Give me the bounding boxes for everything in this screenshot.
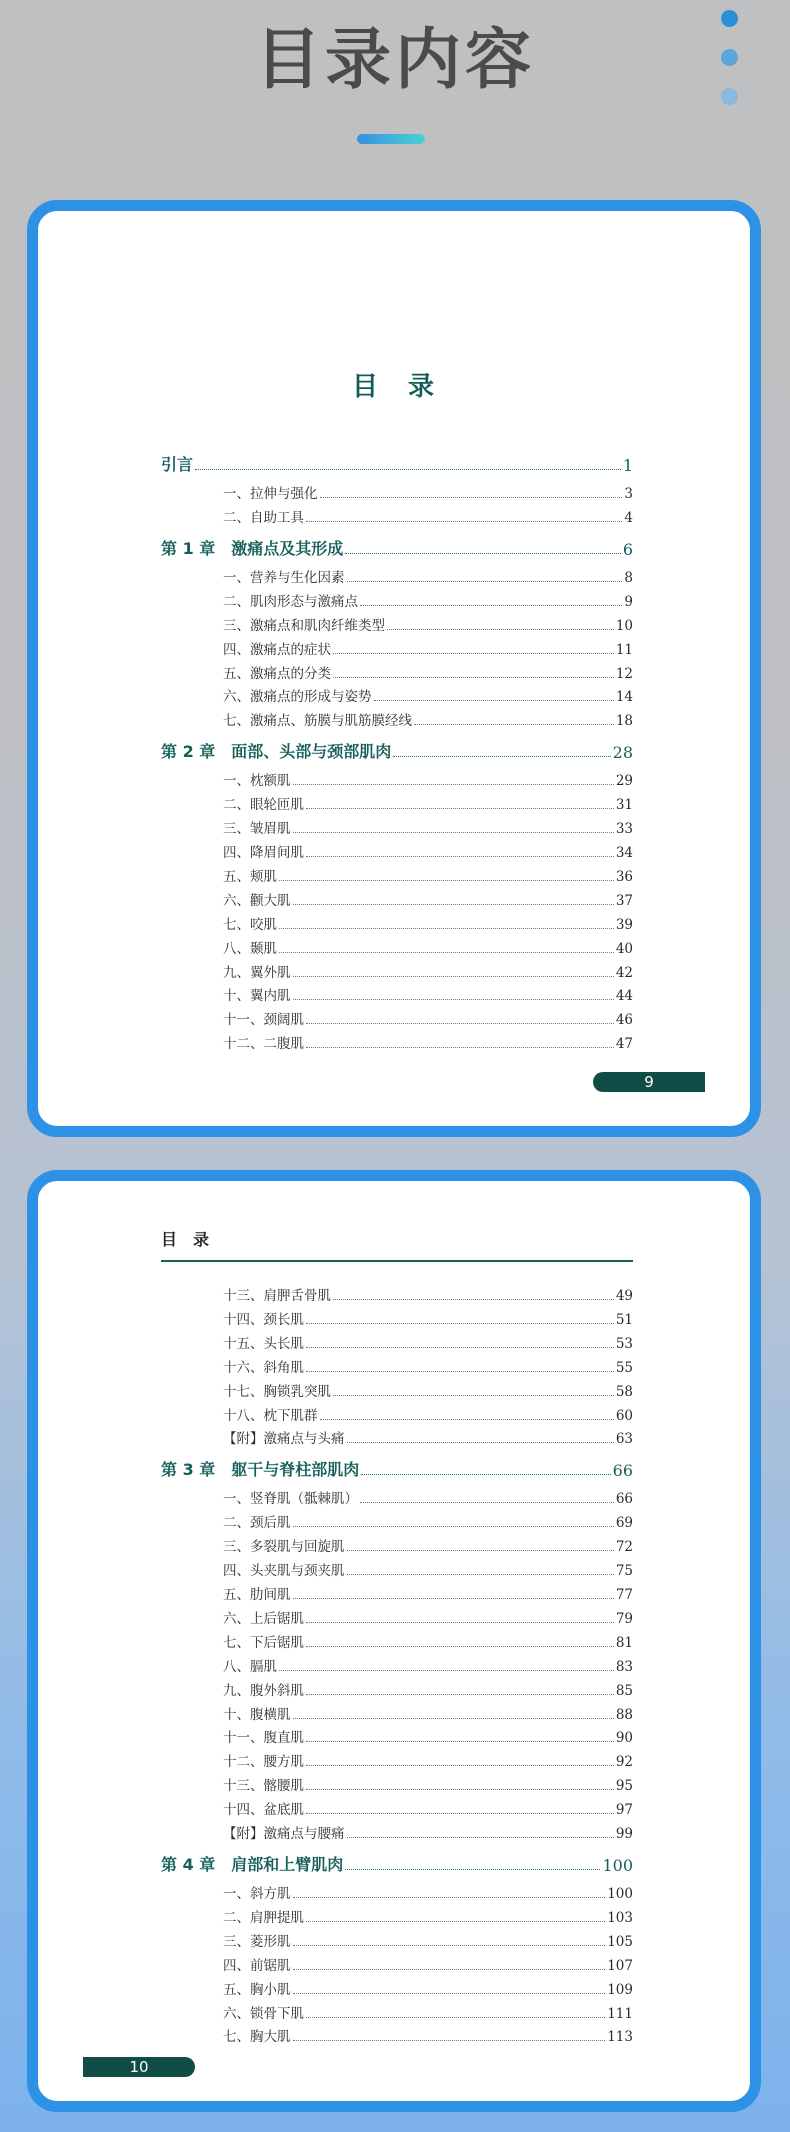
toc-entry-page: 83	[615, 1658, 633, 1675]
toc-entry-page: 79	[615, 1610, 633, 1627]
toc-entry-label: 二、眼轮匝肌	[223, 797, 304, 814]
toc-entry-page: 11	[615, 641, 633, 658]
toc-entry-label: 十、翼内肌	[223, 988, 291, 1005]
toc-entry-page: 99	[615, 1826, 633, 1842]
toc-entry-label: 十、腹横肌	[223, 1706, 291, 1723]
toc-dot-leader	[333, 1299, 614, 1300]
toc-entry-label: 二、自助工具	[223, 509, 304, 526]
toc-dot-leader	[306, 1023, 614, 1024]
toc-entry-label: 十一、腹直肌	[223, 1730, 304, 1747]
toc-entry-page: 103	[607, 1909, 633, 1926]
toc-dot-leader	[306, 856, 614, 857]
toc-section-entry	[223, 1333, 633, 1352]
toc-section-entry	[223, 1907, 633, 1926]
toc-section-entry	[223, 842, 633, 861]
toc-entry-label: 五、胸小肌	[223, 1981, 291, 1998]
toc-section-entry	[223, 1775, 633, 1794]
page-number-badge: 9	[593, 1072, 705, 1092]
toc-section-entry	[223, 483, 633, 502]
toc-dot-leader	[293, 904, 614, 905]
toc-section-entry	[223, 567, 633, 586]
toc-dot-leader	[293, 1598, 614, 1599]
toc-section-entry	[223, 794, 633, 813]
toc-dot-leader	[306, 1047, 614, 1048]
toc-entry-label: 五、激痛点的分类	[223, 665, 331, 682]
toc-dot-leader	[306, 808, 614, 809]
toc-dot-leader	[306, 1371, 614, 1372]
toc-chapter-entry	[161, 539, 633, 559]
toc-entry-page: 47	[615, 1036, 633, 1053]
toc-entry-page: 92	[615, 1754, 633, 1771]
toc-entry-label: 十三、髂腰肌	[223, 1778, 304, 1795]
toc-section-entry	[223, 591, 633, 610]
toc-entry-label: 二、肌肉形态与激痛点	[223, 593, 358, 610]
toc-dot-leader	[347, 1550, 614, 1551]
toc-section-entry	[223, 1536, 633, 1555]
toc-section-entry	[223, 2003, 633, 2022]
decor-dot-1	[721, 10, 738, 27]
toc-title: 目 录	[351, 372, 436, 402]
toc-entry-label: 六、锁骨下肌	[223, 2005, 304, 2022]
toc-dot-leader	[360, 605, 622, 606]
toc-section-entry	[223, 818, 633, 837]
toc-section-entry	[223, 1979, 633, 1998]
toc-section-entry	[223, 1632, 633, 1651]
toc-dot-leader	[279, 928, 614, 929]
toc-dot-leader	[306, 1765, 614, 1766]
page-number-badge: 10	[83, 2057, 195, 2077]
toc-entry-label: 九、腹外斜肌	[223, 1682, 304, 1699]
toc-entry-label: 八、颞肌	[223, 940, 277, 957]
toc-section-entry	[223, 1033, 633, 1052]
toc-section-entry	[223, 866, 633, 885]
toc-section-entry	[223, 890, 633, 909]
toc-chapter-entry	[161, 1855, 633, 1875]
toc-entry-label: 一、拉伸与强化	[223, 486, 318, 502]
toc-entry-label: 六、颧大肌	[223, 892, 291, 909]
toc-entry-label: 三、菱形肌	[223, 1933, 291, 1950]
running-head: 目 录	[161, 1227, 633, 1262]
toc-dot-leader	[320, 1419, 614, 1420]
toc-dot-leader	[333, 653, 614, 654]
toc-dot-leader	[306, 1694, 614, 1695]
toc-dot-leader	[306, 1347, 614, 1348]
toc-entry-label: 四、降眉间肌	[223, 845, 304, 861]
toc-dot-leader	[279, 1670, 614, 1671]
toc-section-entry	[223, 1381, 633, 1400]
toc-entry-page: 4	[624, 509, 633, 526]
toc-section-entry	[223, 962, 633, 981]
toc-entry-page: 58	[615, 1383, 633, 1400]
toc-section-entry	[223, 1512, 633, 1531]
toc-entry-page: 63	[615, 1431, 633, 1448]
toc-section-entry	[223, 1680, 633, 1699]
toc-dot-leader	[293, 2040, 606, 2041]
toc-entry-label: 四、前锯肌	[223, 1957, 291, 1974]
toc-entry-label: 十二、二腹肌	[223, 1036, 304, 1053]
toc-entry-label: 十四、颈长肌	[223, 1311, 304, 1328]
toc-dot-leader	[345, 553, 621, 554]
toc-entry-label: 七、咬肌	[223, 916, 277, 933]
toc-entry-label: 第 4 章 肩部和上臂肌肉	[161, 1855, 344, 1874]
toc-dot-leader	[293, 1897, 606, 1898]
toc-entry-page: 97	[615, 1802, 633, 1819]
toc-dot-leader	[347, 1574, 614, 1575]
toc-entry-label: 引言	[161, 455, 194, 474]
toc-entry-page: 72	[615, 1539, 633, 1556]
toc-entry-label: 七、下后锯肌	[223, 1634, 304, 1651]
toc-entry-label: 十八、枕下肌群	[223, 1407, 318, 1424]
toc-entry-label: 十三、肩胛舌骨肌	[223, 1288, 331, 1304]
toc-entry-page: 51	[615, 1311, 633, 1328]
toc-entry-page: 75	[615, 1563, 633, 1580]
toc-entry-label: 一、枕额肌	[223, 773, 291, 790]
toc-dot-leader	[293, 976, 614, 977]
toc-entry-page: 10	[615, 617, 633, 634]
toc-section-entry	[223, 710, 633, 729]
toc-section-entry	[223, 1405, 633, 1424]
toc-dot-leader	[333, 677, 614, 678]
toc-entry-page: 109	[607, 1981, 633, 1998]
header-accent-bar	[357, 134, 425, 144]
toc-entry-page: 69	[615, 1515, 633, 1532]
toc-entry-label: 四、头夹肌与颈夹肌	[223, 1563, 345, 1580]
toc-dot-leader	[293, 1969, 606, 1970]
header-title: 目录内容	[255, 21, 535, 98]
toc-entry-label: 【附】激痛点与腰痛	[223, 1826, 345, 1842]
toc-dot-leader	[293, 1945, 606, 1946]
toc-dot-leader	[387, 629, 614, 630]
toc-entry-label: 四、激痛点的症状	[223, 641, 331, 658]
toc-entry-label: 十七、胸锁乳突肌	[223, 1383, 331, 1400]
toc-dot-leader	[293, 832, 614, 833]
toc-entry-page: 44	[615, 988, 633, 1005]
toc-entry-page: 60	[615, 1407, 633, 1424]
toc-section-entry	[223, 663, 633, 682]
toc-entry-page: 14	[615, 689, 633, 706]
toc-entry-label: 十四、盆底肌	[223, 1802, 304, 1819]
toc-entry-label: 二、颈后肌	[223, 1515, 291, 1532]
toc-dot-leader	[306, 1921, 605, 1922]
toc-entry-label: 一、营养与生化因素	[223, 569, 345, 586]
toc-section-entry	[223, 1428, 633, 1447]
toc-dot-leader	[306, 1741, 614, 1742]
toc-entry-page: 85	[615, 1682, 633, 1699]
toc-entry-label: 第 1 章 激痛点及其形成	[161, 538, 344, 558]
toc-entry-page: 53	[615, 1335, 633, 1352]
page-card-1	[27, 200, 761, 1137]
toc-entry-page: 100	[607, 1886, 633, 1902]
toc-entry-page: 105	[607, 1933, 633, 1950]
toc-section-entry	[223, 615, 633, 634]
toc-entry-page: 29	[615, 773, 633, 790]
toc-section-entry	[223, 1560, 633, 1579]
toc-entry-page: 37	[615, 892, 633, 909]
toc-entry-page: 88	[615, 1706, 633, 1723]
toc-section-entry	[223, 1704, 633, 1723]
toc-dot-leader	[333, 1395, 614, 1396]
toc-entry-page: 12	[615, 665, 633, 682]
toc-entry-page: 111	[607, 2005, 633, 2022]
toc-dot-leader	[306, 1622, 614, 1623]
toc-dot-leader	[306, 1813, 614, 1814]
toc-section-entry	[223, 1823, 633, 1842]
toc-section-entry	[223, 1727, 633, 1746]
toc-dot-leader	[293, 999, 614, 1000]
toc-entry-page: 40	[615, 940, 633, 957]
toc-entry-page: 49	[615, 1288, 633, 1304]
toc-dot-leader	[306, 2017, 605, 2018]
toc-entry-label: 一、斜方肌	[223, 1886, 291, 1902]
toc-chapter-entry	[161, 455, 633, 475]
toc-entry-label: 九、翼外肌	[223, 964, 291, 981]
toc-entry-label: 三、多裂肌与回旋肌	[223, 1539, 345, 1556]
toc-chapter-entry	[161, 1460, 633, 1480]
decor-dot-2	[721, 49, 738, 66]
toc-section-entry	[223, 770, 633, 789]
toc-section-entry	[223, 1931, 633, 1950]
toc-dot-leader	[279, 952, 614, 953]
toc-entry-label: 十二、腰方肌	[223, 1754, 304, 1771]
toc-entry-label: 七、激痛点、筋膜与肌筋膜经线	[223, 713, 412, 730]
toc-entry-page: 66	[615, 1491, 633, 1508]
toc-section-entry	[223, 985, 633, 1004]
toc-entry-page: 3	[624, 486, 633, 502]
toc-entry-label: 六、激痛点的形成与姿势	[223, 689, 372, 706]
toc-entry-page: 81	[615, 1634, 633, 1651]
toc-entry-page: 9	[624, 593, 633, 610]
toc-dot-leader	[347, 581, 623, 582]
toc-section-entry	[223, 1488, 633, 1507]
toc-dot-leader	[393, 756, 610, 757]
toc-dot-leader	[306, 1646, 614, 1647]
toc-dot-leader	[320, 497, 623, 498]
toc-entry-page: 42	[615, 964, 633, 981]
toc-section-entry	[223, 1309, 633, 1328]
page-card-2	[27, 1170, 761, 2112]
toc-entry-page: 18	[615, 713, 633, 730]
toc-entry-label: 八、膈肌	[223, 1658, 277, 1675]
toc-dot-leader	[279, 880, 614, 881]
toc-entry-page: 100	[602, 1856, 633, 1875]
toc-entry-page: 107	[607, 1957, 633, 1974]
toc-entry-page: 77	[615, 1587, 633, 1603]
toc-dot-leader	[374, 700, 614, 701]
toc-entry-label: 三、皱眉肌	[223, 821, 291, 838]
toc-section-entry	[223, 1656, 633, 1675]
toc-dot-leader	[306, 521, 622, 522]
toc-entry-page: 31	[615, 797, 633, 814]
toc-section-entry	[223, 1751, 633, 1770]
toc-dot-leader	[293, 1718, 614, 1719]
toc-section-entry	[223, 938, 633, 957]
toc-entry-label: 三、激痛点和肌肉纤维类型	[223, 617, 385, 634]
toc-entry-page: 34	[615, 845, 633, 861]
toc-section-entry	[223, 2026, 633, 2045]
toc-section-entry	[223, 507, 633, 526]
toc-entry-label: 五、颊肌	[223, 868, 277, 885]
toc-dot-leader	[347, 1442, 614, 1443]
toc-dot-leader	[345, 1869, 600, 1870]
toc-entry-label: 二、肩胛提肌	[223, 1909, 304, 1926]
toc-dot-leader	[306, 1789, 614, 1790]
toc-chapter-entry	[161, 742, 633, 762]
toc-dot-leader	[347, 1837, 614, 1838]
toc-section-entry	[223, 1608, 633, 1627]
toc-entry-label: 五、肋间肌	[223, 1587, 291, 1603]
toc-entry-label: 六、上后锯肌	[223, 1610, 304, 1627]
toc-entry-page: 39	[615, 916, 633, 933]
toc-dot-leader	[306, 1323, 614, 1324]
toc-entry-page: 33	[615, 821, 633, 838]
toc-section-entry	[223, 1955, 633, 1974]
toc-entry-label: 一、竖脊肌（骶棘肌）	[223, 1491, 358, 1508]
toc-section-entry	[223, 914, 633, 933]
toc-entry-label: 第 3 章 躯干与脊柱部肌肉	[161, 1460, 360, 1480]
toc-section-entry	[223, 1285, 633, 1304]
toc-entry-label: 七、胸大肌	[223, 2029, 291, 2046]
toc-entry-page: 8	[624, 569, 633, 586]
toc-section-entry	[223, 1009, 633, 1028]
toc-section-entry	[223, 1883, 633, 1902]
toc-entry-page: 28	[612, 743, 633, 763]
toc-section-entry	[223, 639, 633, 658]
toc-entry-page: 113	[607, 2029, 633, 2046]
toc-entry-page: 90	[615, 1730, 633, 1747]
toc-entry-page: 55	[615, 1359, 633, 1376]
toc-entry-page: 46	[615, 1012, 633, 1029]
toc-section-entry	[223, 1799, 633, 1818]
toc-dot-leader	[293, 784, 614, 785]
toc-entry-page: 95	[615, 1778, 633, 1795]
toc-entry-page: 1	[622, 456, 633, 475]
toc-dot-leader	[414, 724, 614, 725]
toc-entry-label: 第 2 章 面部、头部与颈部肌肉	[161, 742, 392, 762]
toc-entry-page: 6	[622, 539, 633, 559]
toc-entry-label: 十六、斜角肌	[223, 1359, 304, 1376]
toc-dot-leader	[293, 1993, 606, 1994]
toc-section-entry	[223, 1357, 633, 1376]
decor-dot-3	[721, 88, 738, 105]
toc-section-entry	[223, 686, 633, 705]
toc-entry-label: 十一、颈阔肌	[223, 1012, 304, 1029]
toc-entry-label: 十五、头长肌	[223, 1335, 304, 1352]
toc-entry-label: 【附】激痛点与头痛	[223, 1431, 345, 1448]
toc-entry-page: 36	[615, 868, 633, 885]
toc-dot-leader	[360, 1502, 614, 1503]
toc-dot-leader	[361, 1474, 610, 1475]
toc-dot-leader	[293, 1526, 614, 1527]
toc-entry-page: 66	[612, 1461, 633, 1481]
toc-dot-leader	[195, 469, 621, 470]
toc-section-entry	[223, 1584, 633, 1603]
